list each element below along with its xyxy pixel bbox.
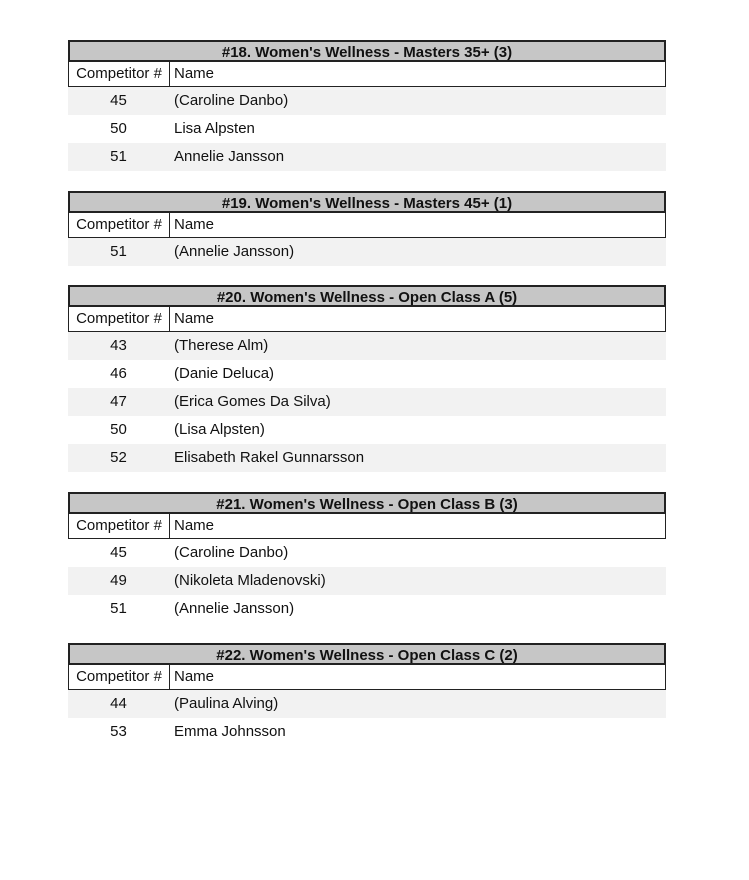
category-title: #20. Women's Wellness - Open Class A (5)	[68, 285, 666, 307]
column-header	[68, 62, 666, 87]
name-header: Name	[174, 668, 215, 685]
name-header: Name	[174, 310, 215, 327]
table-row	[68, 595, 666, 623]
competitor-number: 52	[110, 449, 127, 466]
category-title: #21. Women's Wellness - Open Class B (3)	[68, 492, 666, 514]
competitor-name: (Annelie Jansson)	[174, 600, 295, 617]
competitor-name: Annelie Jansson	[174, 148, 285, 165]
competitor-number-header: Competitor #	[69, 213, 170, 237]
category-table	[68, 191, 666, 266]
competitor-number: 45	[110, 92, 127, 109]
competitor-number: 51	[110, 600, 127, 617]
table-row	[68, 143, 666, 171]
competitor-number: 47	[110, 393, 127, 410]
name-header: Name	[174, 517, 215, 534]
competitor-number-header: Competitor #	[69, 62, 170, 86]
table-row	[68, 539, 666, 567]
table-row	[68, 567, 666, 595]
competitor-number-header: Competitor #	[69, 665, 170, 689]
category-table	[68, 285, 666, 472]
column-header	[68, 213, 666, 238]
category-table	[68, 492, 666, 623]
competitor-name: (Annelie Jansson)	[174, 243, 295, 260]
competitor-number-header: Competitor #	[69, 514, 170, 538]
category-title: #19. Women's Wellness - Masters 45+ (1)	[68, 191, 666, 213]
table-row	[68, 115, 666, 143]
table-row	[68, 360, 666, 388]
competitor-name: (Nikoleta Mladenovski)	[174, 572, 326, 589]
table-row	[68, 718, 666, 746]
name-header: Name	[174, 65, 215, 82]
competitor-number-header: Competitor #	[69, 307, 170, 331]
competitor-name: (Lisa Alpsten)	[174, 421, 265, 438]
category-title: #18. Women's Wellness - Masters 35+ (3)	[68, 40, 666, 62]
competitor-number: 44	[110, 695, 127, 712]
category-title: #22. Women's Wellness - Open Class C (2)	[68, 643, 666, 665]
category-table	[68, 40, 666, 171]
competitor-number: 51	[110, 243, 127, 260]
competitor-name: Elisabeth Rakel Gunnarsson	[174, 449, 365, 466]
competitor-number: 49	[110, 572, 127, 589]
competitor-number: 45	[110, 544, 127, 561]
competitor-number: 51	[110, 148, 127, 165]
table-row	[68, 87, 666, 115]
competitor-number: 43	[110, 337, 127, 354]
competitor-name: (Therese Alm)	[174, 337, 269, 354]
competitor-name: (Danie Deluca)	[174, 365, 275, 382]
competitor-name: (Erica Gomes Da Silva)	[174, 393, 331, 410]
competitor-name: Lisa Alpsten	[174, 120, 255, 137]
name-header: Name	[174, 216, 215, 233]
table-row	[68, 238, 666, 266]
column-header	[68, 307, 666, 332]
column-header	[68, 665, 666, 690]
competitor-number: 53	[110, 723, 127, 740]
category-table	[68, 643, 666, 746]
competitor-name: (Paulina Alving)	[174, 695, 279, 712]
table-row	[68, 690, 666, 718]
competitor-number: 46	[110, 365, 127, 382]
competitor-number: 50	[110, 120, 127, 137]
table-row	[68, 388, 666, 416]
column-header	[68, 514, 666, 539]
competitor-name: (Caroline Danbo)	[174, 92, 289, 109]
competitor-name: (Caroline Danbo)	[174, 544, 289, 561]
competitor-number: 50	[110, 421, 127, 438]
table-row	[68, 416, 666, 444]
table-row	[68, 332, 666, 360]
table-row	[68, 444, 666, 472]
competitor-name: Emma Johnsson	[174, 723, 286, 740]
